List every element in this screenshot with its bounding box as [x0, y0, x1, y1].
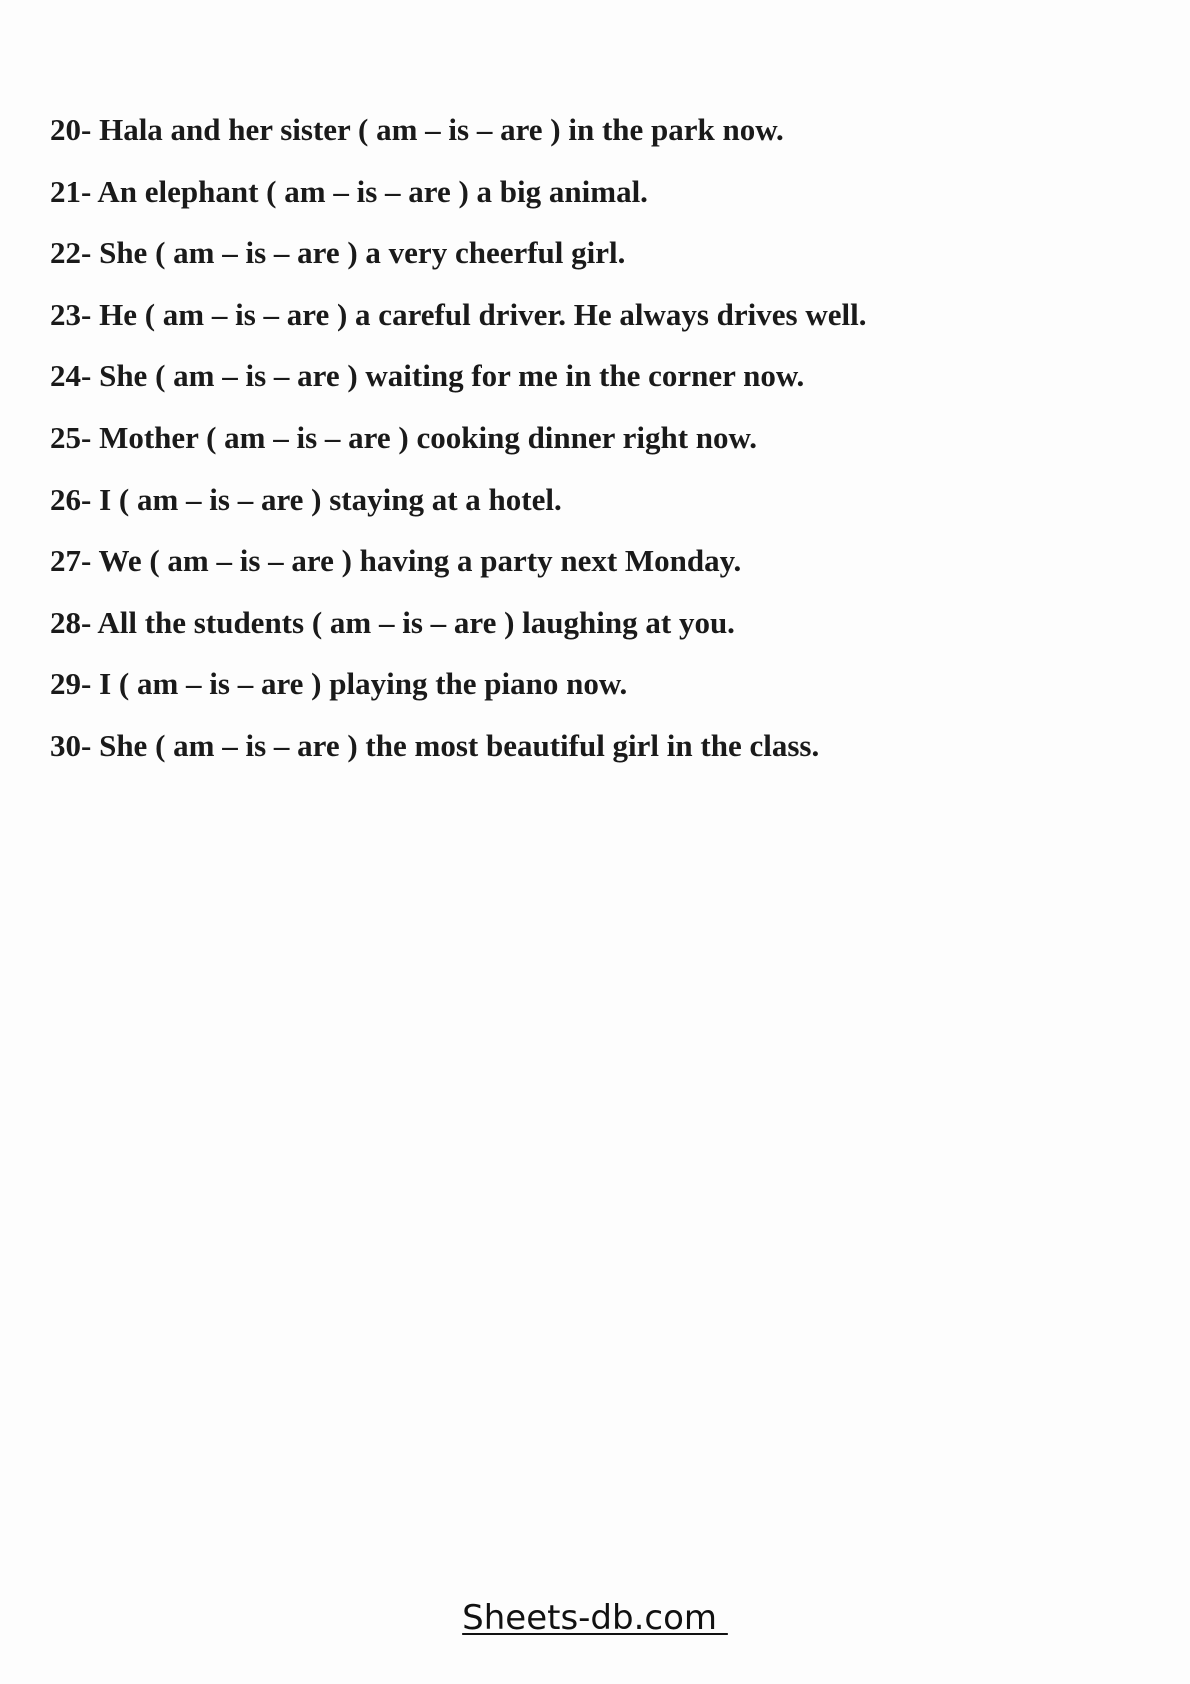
question-text: Hala and her sister ( am – is – are ) in the park now.: [99, 112, 784, 147]
question-number: 23-: [50, 296, 92, 332]
question-number: 20-: [50, 112, 92, 147]
question-number: 22-: [50, 235, 92, 271]
question-number: 30-: [50, 727, 92, 763]
question-text: We ( am – is – are ) having a party next Monday.: [98, 543, 742, 579]
question-item: [50, 726, 866, 788]
question-item: [50, 603, 866, 665]
question-text: She ( am – is – are ) waiting for me in the corner now.: [99, 358, 805, 394]
question-text: I ( am – is – are ) staying at a hotel.: [99, 481, 562, 517]
question-item: [50, 110, 866, 172]
question-text: All the students ( am – is – are ) laughing at you.: [97, 604, 735, 640]
question-number: 21-: [50, 173, 92, 209]
question-text: She ( am – is – are ) a very cheerful girl.: [99, 235, 626, 271]
question-number: 27-: [50, 543, 92, 579]
question-text: Mother ( am – is – are ) cooking dinner right now.: [99, 419, 757, 455]
website-link[interactable]: [0, 1598, 1190, 1638]
question-item: [50, 418, 866, 480]
question-item: [50, 233, 866, 295]
question-item: [50, 356, 866, 418]
question-item: [50, 480, 866, 542]
question-number: 29-: [50, 666, 92, 702]
question-number: 28-: [50, 604, 92, 640]
question-item: [50, 172, 866, 234]
question-number: 25-: [50, 419, 92, 455]
question-text: He ( am – is – are ) a careful driver. He always drives well.: [99, 296, 867, 332]
question-list: [50, 110, 866, 788]
question-number: 26-: [50, 481, 92, 517]
question-item: [50, 295, 866, 357]
question-number: 24-: [50, 358, 92, 394]
question-item: [50, 664, 866, 726]
question-text: An elephant ( am – is – are ) a big animal.: [97, 173, 648, 209]
website-link-text[interactable]: Sheets-db.com: [462, 1598, 728, 1638]
question-text: I ( am – is – are ) playing the piano now.: [99, 666, 628, 702]
question-item: [50, 541, 866, 603]
question-text: She ( am – is – are ) the most beautiful girl in the class.: [99, 727, 820, 763]
